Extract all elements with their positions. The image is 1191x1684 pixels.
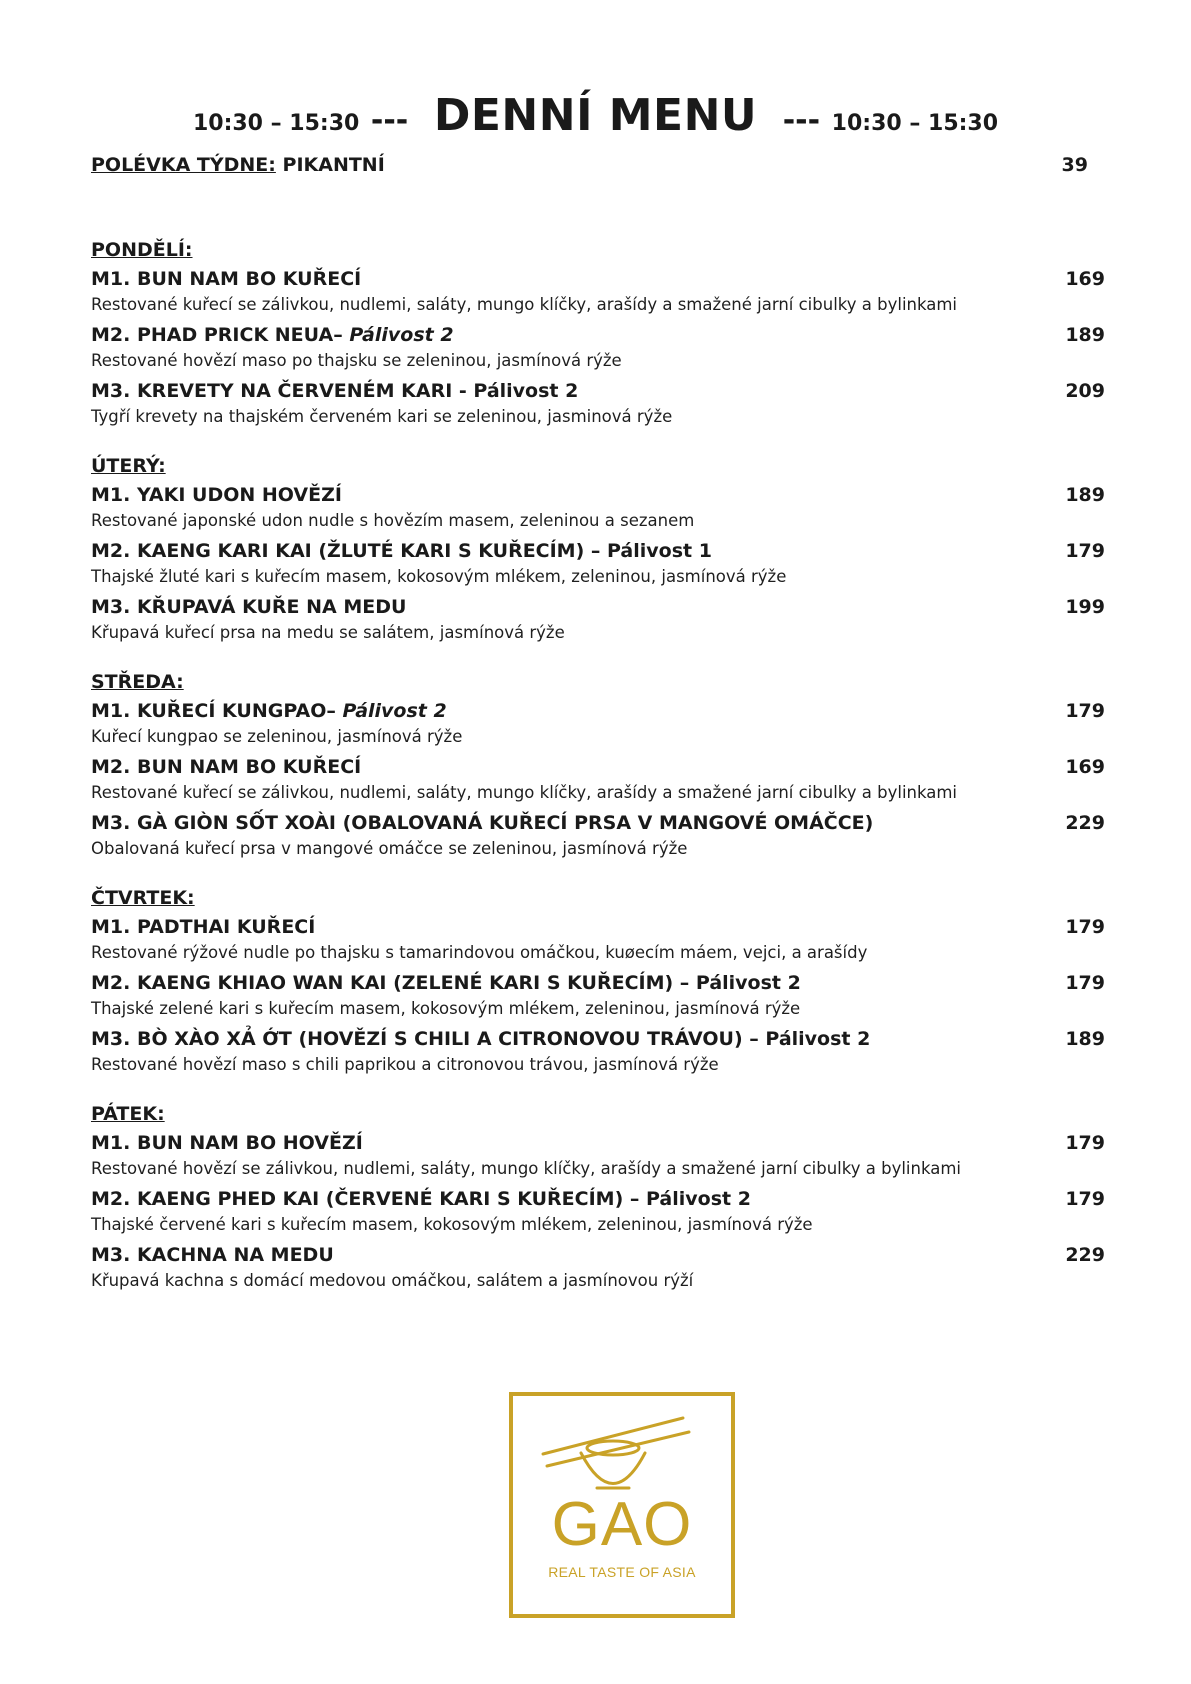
menu-item-price: 179 [1065, 972, 1105, 994]
soup-label: POLÉVKA TÝDNE: [91, 154, 276, 176]
day-section [91, 1100, 1105, 1296]
menu-item-description: Restované kuřecí se zálivkou, nudlemi, saláty, mungo klíčky, arašídy a smažené jarní cibulky a bylinkami [91, 783, 958, 802]
menu-item-description: Křupavá kuřecí prsa na medu se salátem, jasmínová rýže [91, 623, 565, 642]
day-heading: PÁTEK: [91, 1103, 165, 1125]
menu-item-name: M2. KAENG PHED KAI (ČERVENÉ KARI S KUŘECÍM) – Pálivost 2 [91, 1188, 751, 1210]
menu-item-name: M3. KREVETY NA ČERVENÉM KARI - Pálivost 2 [91, 380, 579, 402]
menu-item [91, 592, 1105, 622]
spiciness-level: Pálivost 2 [342, 324, 454, 346]
menu-item-description: Restované japonské udon nudle s hovězím masem, zeleninou a sezanem [91, 511, 695, 530]
menu-item [91, 696, 1105, 726]
menu-item [91, 1184, 1105, 1214]
day-section [91, 452, 1105, 648]
menu-item-price: 179 [1065, 700, 1105, 722]
day-heading: PONDĚLÍ: [91, 239, 193, 261]
logo-name: GAO [551, 1490, 693, 1559]
menu-item-title [91, 752, 361, 782]
menu-item-description: Obalovaná kuřecí prsa v mangové omáčce se zeleninou, jasmínová rýže [91, 839, 688, 858]
menu-item-name: M1. YAKI UDON HOVĚZÍ [91, 484, 342, 506]
menu-item [91, 752, 1105, 782]
gao-logo [509, 1392, 735, 1618]
menu-item [91, 1240, 1105, 1270]
menu-item-description: Tygří krevety na thajském červeném kari se zeleninou, jasminová rýže [91, 407, 673, 426]
menu-item-title [91, 1184, 751, 1214]
menu-item-title [91, 320, 454, 350]
menu-item-description: Restované hovězí maso s chili paprikou a citronovou trávou, jasmínová rýže [91, 1055, 719, 1074]
menu-item [91, 376, 1105, 406]
title-separator-left: --- [370, 103, 409, 138]
soup-of-week [91, 154, 1105, 194]
day-heading: ÚTERÝ: [91, 455, 166, 477]
menu-item-description: Restované kuřecí se zálivkou, nudlemi, saláty, mungo klíčky, arašídy a smažené jarní cibulky a bylinkami [91, 295, 958, 314]
title-separator-right: --- [782, 103, 821, 138]
day-heading: ČTVRTEK: [91, 887, 195, 909]
soup-line [91, 154, 385, 176]
menu-item [91, 808, 1105, 838]
menu-item-description: Restované hovězí maso po thajsku se zeleninou, jasmínová rýže [91, 351, 622, 370]
days-list [91, 236, 1105, 1296]
menu-item [91, 1128, 1105, 1158]
menu-item-name: M1. KUŘECÍ KUNGPAO– [91, 700, 336, 722]
menu-item-description: Kuřecí kungpao se zeleninou, jasmínová rýže [91, 727, 463, 746]
menu-item-name: M3. KACHNA NA MEDU [91, 1244, 334, 1266]
menu-item-price: 179 [1065, 540, 1105, 562]
menu-item [91, 968, 1105, 998]
day-section [91, 668, 1105, 864]
menu-item-title [91, 536, 712, 566]
menu-item-name: M2. BUN NAM BO KUŘECÍ [91, 756, 362, 778]
menu-item-title [91, 480, 342, 510]
soup-price: 39 [1061, 154, 1088, 176]
menu-item-price: 179 [1065, 1132, 1105, 1154]
day-section [91, 236, 1105, 432]
menu-item-name: M3. BÒ XÀO XẢ ỚT (HOVĚZÍ S CHILI A CITRONOVOU TRÁVOU) – Pálivost 2 [91, 1028, 871, 1050]
menu-item-title [91, 912, 315, 942]
menu-item [91, 1024, 1105, 1054]
menu-item-title [91, 1240, 334, 1270]
menu-item-price: 229 [1065, 812, 1105, 834]
menu-item-title [91, 1024, 870, 1054]
menu-item-price: 199 [1065, 596, 1105, 618]
menu-item-description: Thajské zelené kari s kuřecím masem, kokosovým mlékem, zeleninou, jasmínová rýže [91, 999, 801, 1018]
menu-item-description: Křupavá kachna s domácí medovou omáčkou, salátem a jasmínovou rýží [91, 1271, 694, 1290]
menu-item [91, 264, 1105, 294]
menu-item-title [91, 696, 447, 726]
day-section [91, 884, 1105, 1080]
menu-item-description: Restované hovězí se zálivkou, nudlemi, saláty, mungo klíčky, arašídy a smažené jarní cibulky a bylinkami [91, 1159, 961, 1178]
menu-item-name: M2. KAENG KHIAO WAN KAI (ZELENÉ KARI S KUŘECÍM) – Pálivost 2 [91, 972, 801, 994]
menu-item-description: Thajské žluté kari s kuřecím masem, kokosovým mlékem, zeleninou, jasmínová rýže [91, 567, 787, 586]
menu-item-name: M3. GÀ GIÒN SỐT XOÀI (OBALOVANÁ KUŘECÍ PRSA V MANGOVÉ OMÁČCE) [91, 812, 874, 834]
opening-hours-right: 10:30 – 15:30 [831, 111, 999, 136]
menu-item-title [91, 808, 873, 838]
menu-item-title [91, 592, 406, 622]
menu-item-price: 209 [1065, 380, 1105, 402]
spiciness-level: Pálivost 2 [335, 700, 447, 722]
menu-item-price: 189 [1065, 324, 1105, 346]
menu-item-price: 169 [1065, 268, 1105, 290]
menu-item-name: M2. PHAD PRICK NEUA– [91, 324, 343, 346]
menu-item-price: 189 [1065, 1028, 1105, 1050]
menu-item [91, 912, 1105, 942]
menu-item-name: M1. PADTHAI KUŘECÍ [91, 916, 316, 938]
menu-item-title [91, 264, 361, 294]
menu-item-title [91, 1128, 363, 1158]
menu-item-description: Thajské červené kari s kuřecím masem, kokosovým mlékem, zeleninou, jasmínová rýže [91, 1215, 813, 1234]
menu-content [91, 154, 1105, 1296]
menu-item-title [91, 968, 801, 998]
menu-item [91, 320, 1105, 350]
menu-item-price: 179 [1065, 916, 1105, 938]
page-title [0, 86, 1191, 155]
menu-item [91, 480, 1105, 510]
menu-item-price: 229 [1065, 1244, 1105, 1266]
menu-item-description: Restované rýžové nudle po thajsku s tamarindovou omáčkou, kuøecím máem, vejci, a arašídy [91, 943, 868, 962]
menu-item-price: 179 [1065, 1188, 1105, 1210]
menu-item-price: 169 [1065, 756, 1105, 778]
menu-item-name: M1. BUN NAM BO KUŘECÍ [91, 268, 362, 290]
soup-name: PIKANTNÍ [282, 154, 385, 176]
menu-title: DENNÍ MENU [433, 90, 758, 141]
menu-item-name: M3. KŘUPAVÁ KUŘE NA MEDU [91, 596, 407, 618]
menu-item [91, 536, 1105, 566]
menu-item-title [91, 376, 578, 406]
menu-item-name: M1. BUN NAM BO HOVĚZÍ [91, 1132, 363, 1154]
logo-tagline: REAL TASTE OF ASIA [548, 1564, 696, 1580]
day-heading: STŘEDA: [91, 671, 184, 693]
menu-item-name: M2. KAENG KARI KAI (ŽLUTÉ KARI S KUŘECÍM) – Pálivost 1 [91, 540, 712, 562]
opening-hours-left: 10:30 – 15:30 [192, 111, 360, 136]
menu-item-price: 189 [1065, 484, 1105, 506]
